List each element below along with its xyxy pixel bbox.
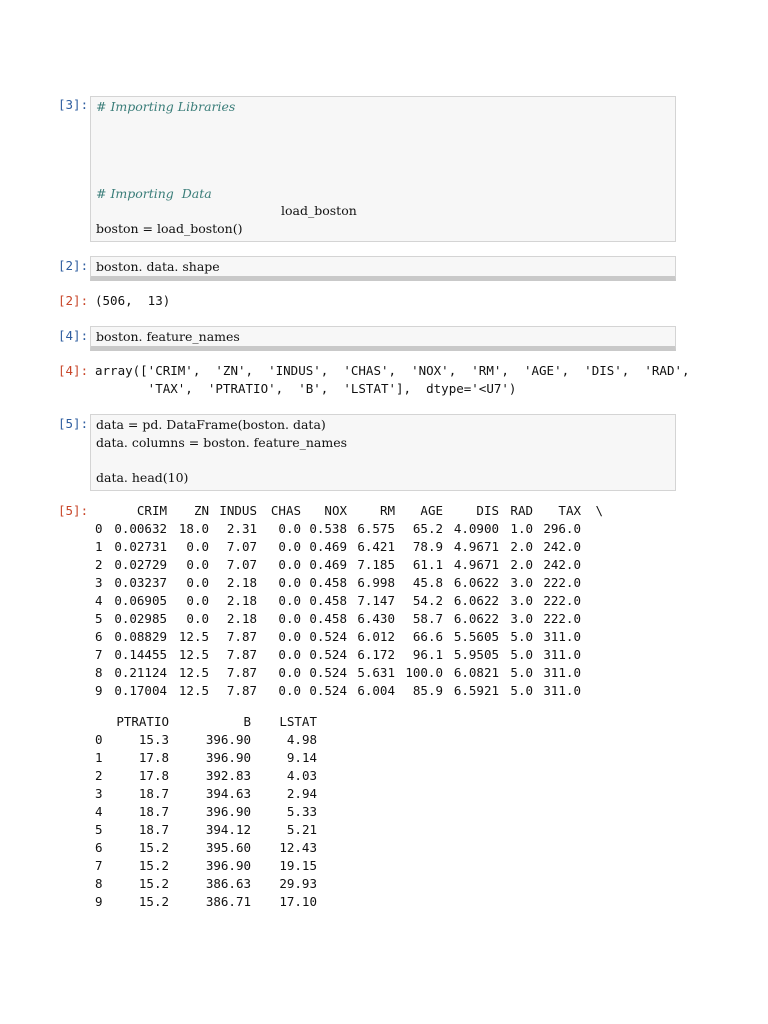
input-prompt: [3]: bbox=[58, 97, 89, 112]
table-cell: 4.9671 bbox=[453, 557, 499, 572]
code-line: data. columns = boston. feature_names bbox=[96, 435, 348, 450]
table-cell: 0.0 bbox=[186, 593, 209, 608]
column-header: CRIM bbox=[136, 503, 167, 518]
table-cell: 9 bbox=[95, 683, 103, 698]
table-cell: 18.7 bbox=[138, 822, 169, 837]
table-cell: 96.1 bbox=[412, 647, 443, 662]
code-cell-imports[interactable] bbox=[90, 96, 676, 242]
table-cell: 12.5 bbox=[178, 647, 209, 662]
table-row bbox=[95, 893, 317, 911]
table-cell: 4.9671 bbox=[453, 539, 499, 554]
code-comment: # Importing Libraries bbox=[96, 99, 236, 114]
table-cell: 386.71 bbox=[205, 894, 251, 909]
column-header: RM bbox=[379, 503, 395, 518]
table-cell: 311.0 bbox=[543, 683, 581, 698]
table-cell: 7.147 bbox=[357, 593, 395, 608]
table-cell: 0.469 bbox=[309, 539, 347, 554]
table-cell: 222.0 bbox=[543, 575, 581, 590]
table-cell: 2 bbox=[95, 768, 103, 783]
table-cell: 4.0900 bbox=[453, 521, 499, 536]
column-header: B bbox=[243, 714, 251, 729]
output-text: 'TAX', 'PTRATIO', 'B', 'LSTAT'], dtype='<U7') bbox=[95, 381, 517, 396]
table-cell: 2.31 bbox=[226, 521, 257, 536]
table-cell: 3.0 bbox=[510, 575, 533, 590]
table-row bbox=[95, 556, 603, 574]
column-header bbox=[95, 502, 109, 520]
table-cell: 396.90 bbox=[205, 732, 251, 747]
table-cell: 396.90 bbox=[205, 750, 251, 765]
column-header: TAX bbox=[558, 503, 581, 518]
table-cell: 311.0 bbox=[543, 629, 581, 644]
code-line: boston. data. shape bbox=[96, 259, 220, 274]
table-cell: 9 bbox=[95, 894, 103, 909]
table-cell: 311.0 bbox=[543, 647, 581, 662]
table-cell: 0.524 bbox=[309, 665, 347, 680]
table-cell: 4.98 bbox=[286, 732, 317, 747]
table-cell: 0.0 bbox=[278, 647, 301, 662]
table-cell: 5.0 bbox=[510, 665, 533, 680]
code-line: load_boston bbox=[281, 203, 357, 218]
table-cell: 0.06905 bbox=[114, 593, 167, 608]
table-cell: 6.998 bbox=[357, 575, 395, 590]
table-cell: 5.9505 bbox=[453, 647, 499, 662]
table-cell: 311.0 bbox=[543, 665, 581, 680]
table-cell: 15.2 bbox=[138, 894, 169, 909]
table-cell: 5.33 bbox=[286, 804, 317, 819]
table-cell: 17.10 bbox=[279, 894, 317, 909]
table-cell: 17.8 bbox=[138, 768, 169, 783]
table-cell: 8 bbox=[95, 665, 103, 680]
table-cell: 61.1 bbox=[412, 557, 443, 572]
table-cell: 0.0 bbox=[278, 629, 301, 644]
table-cell: 0.469 bbox=[309, 557, 347, 572]
table-cell: 2.94 bbox=[286, 786, 317, 801]
table-row bbox=[95, 875, 317, 893]
table-cell: 85.9 bbox=[412, 683, 443, 698]
table-cell: 0.08829 bbox=[114, 629, 167, 644]
table-row bbox=[95, 592, 603, 610]
table-cell: 386.63 bbox=[205, 876, 251, 891]
table-cell: 6.012 bbox=[357, 629, 395, 644]
table-cell: 3.0 bbox=[510, 611, 533, 626]
table-cell: 2.18 bbox=[226, 575, 257, 590]
code-cell-shape[interactable] bbox=[90, 256, 676, 281]
column-header: AGE bbox=[420, 503, 443, 518]
table-cell: 1.0 bbox=[510, 521, 533, 536]
table-cell: 0.03237 bbox=[114, 575, 167, 590]
table-cell: 54.2 bbox=[412, 593, 443, 608]
table-cell: 2.0 bbox=[510, 539, 533, 554]
table-cell: 0.0 bbox=[278, 665, 301, 680]
table-cell: 222.0 bbox=[543, 593, 581, 608]
column-header: CHAS bbox=[270, 503, 301, 518]
table-cell: 0.458 bbox=[309, 593, 347, 608]
table-row bbox=[95, 682, 603, 700]
code-line: boston. feature_names bbox=[96, 329, 240, 344]
input-prompt: [5]: bbox=[58, 416, 89, 431]
table-cell: 15.3 bbox=[138, 732, 169, 747]
table-cell: 0.0 bbox=[186, 611, 209, 626]
table-cell: 394.12 bbox=[205, 822, 251, 837]
table-cell: 7.07 bbox=[226, 539, 257, 554]
table-cell: 7.87 bbox=[226, 683, 257, 698]
output-text: (506, 13) bbox=[95, 293, 171, 308]
table-cell: 0 bbox=[95, 521, 103, 536]
table-cell: 0.0 bbox=[278, 539, 301, 554]
table-row bbox=[95, 646, 603, 664]
input-prompt: [4]: bbox=[58, 328, 89, 343]
table-cell: 7.87 bbox=[226, 665, 257, 680]
table-cell: 8 bbox=[95, 876, 103, 891]
table-row bbox=[95, 520, 603, 538]
table-cell: 6 bbox=[95, 840, 103, 855]
output-text: array(['CRIM', 'ZN', 'INDUS', 'CHAS', 'NOX', 'RM', 'AGE', 'DIS', 'RAD', bbox=[95, 363, 690, 378]
table-cell: 100.0 bbox=[405, 665, 443, 680]
table-cell: 5.0 bbox=[510, 647, 533, 662]
table-cell: 0.02729 bbox=[114, 557, 167, 572]
table-cell: 0.21124 bbox=[114, 665, 167, 680]
output-prompt: [5]: bbox=[58, 503, 89, 518]
table-cell: 15.2 bbox=[138, 876, 169, 891]
table-cell: 6.430 bbox=[357, 611, 395, 626]
table-row bbox=[95, 731, 317, 749]
table-cell: 12.5 bbox=[178, 629, 209, 644]
column-header: LSTAT bbox=[279, 714, 317, 729]
table-row bbox=[95, 839, 317, 857]
table-cell: 242.0 bbox=[543, 539, 581, 554]
dataframe-output-main bbox=[95, 502, 603, 700]
table-cell: 6.0622 bbox=[453, 593, 499, 608]
table-row bbox=[95, 664, 603, 682]
table-cell: 0.538 bbox=[309, 521, 347, 536]
table-cell: 0.524 bbox=[309, 647, 347, 662]
table-cell: 4 bbox=[95, 804, 103, 819]
table-cell: 45.8 bbox=[412, 575, 443, 590]
table-row bbox=[95, 610, 603, 628]
table-cell: 0.0 bbox=[186, 539, 209, 554]
table-row bbox=[95, 538, 603, 556]
table-cell: 15.2 bbox=[138, 858, 169, 873]
column-header: \ bbox=[595, 503, 603, 518]
table-cell: 1 bbox=[95, 539, 103, 554]
table-cell: 7.87 bbox=[226, 629, 257, 644]
table-cell: 6.421 bbox=[357, 539, 395, 554]
table-header-row bbox=[95, 502, 603, 520]
table-cell: 12.5 bbox=[178, 683, 209, 698]
table-cell: 6.004 bbox=[357, 683, 395, 698]
table-cell: 2 bbox=[95, 557, 103, 572]
column-header: PTRATIO bbox=[116, 714, 169, 729]
table-cell: 2.18 bbox=[226, 593, 257, 608]
column-header bbox=[95, 713, 109, 731]
table-cell: 18.7 bbox=[138, 804, 169, 819]
table-cell: 66.6 bbox=[412, 629, 443, 644]
table-cell: 0.02731 bbox=[114, 539, 167, 554]
table-cell: 6.575 bbox=[357, 521, 395, 536]
column-header: DIS bbox=[476, 503, 499, 518]
table-cell: 5 bbox=[95, 822, 103, 837]
table-cell: 0.0 bbox=[278, 611, 301, 626]
table-cell: 6.172 bbox=[357, 647, 395, 662]
column-header: ZN bbox=[193, 503, 209, 518]
code-line: data = pd. DataFrame(boston. data) bbox=[96, 417, 326, 432]
table-cell: 0.0 bbox=[278, 593, 301, 608]
table-header-row bbox=[95, 713, 317, 731]
table-cell: 6 bbox=[95, 629, 103, 644]
table-cell: 3 bbox=[95, 786, 103, 801]
table-row bbox=[95, 803, 317, 821]
table-cell: 6.0622 bbox=[453, 611, 499, 626]
table-cell: 5.21 bbox=[286, 822, 317, 837]
table-cell: 0.17004 bbox=[114, 683, 167, 698]
table-row bbox=[95, 767, 317, 785]
table-cell: 0.458 bbox=[309, 575, 347, 590]
table-cell: 0.00632 bbox=[114, 521, 167, 536]
column-header: INDUS bbox=[219, 503, 257, 518]
table-cell: 0 bbox=[95, 732, 103, 747]
table-cell: 4 bbox=[95, 593, 103, 608]
table-row bbox=[95, 749, 317, 767]
table-cell: 12.5 bbox=[178, 665, 209, 680]
table-cell: 65.2 bbox=[412, 521, 443, 536]
table-cell: 18.7 bbox=[138, 786, 169, 801]
input-prompt: [2]: bbox=[58, 258, 89, 273]
table-cell: 0.0 bbox=[278, 683, 301, 698]
table-cell: 395.60 bbox=[205, 840, 251, 855]
table-cell: 6.0821 bbox=[453, 665, 499, 680]
table-cell: 222.0 bbox=[543, 611, 581, 626]
table-cell: 5.0 bbox=[510, 629, 533, 644]
table-cell: 296.0 bbox=[543, 521, 581, 536]
table-cell: 0.0 bbox=[278, 521, 301, 536]
code-line: boston = load_boston() bbox=[96, 221, 243, 236]
table-cell: 396.90 bbox=[205, 858, 251, 873]
table-cell: 9.14 bbox=[286, 750, 317, 765]
table-cell: 3 bbox=[95, 575, 103, 590]
output-prompt: [2]: bbox=[58, 293, 89, 308]
table-cell: 0.0 bbox=[278, 557, 301, 572]
table-cell: 19.15 bbox=[279, 858, 317, 873]
table-cell: 0.02985 bbox=[114, 611, 167, 626]
table-cell: 396.90 bbox=[205, 804, 251, 819]
table-cell: 17.8 bbox=[138, 750, 169, 765]
table-cell: 394.63 bbox=[205, 786, 251, 801]
table-cell: 1 bbox=[95, 750, 103, 765]
table-cell: 0.0 bbox=[186, 557, 209, 572]
table-cell: 7.07 bbox=[226, 557, 257, 572]
table-cell: 6.5921 bbox=[453, 683, 499, 698]
table-cell: 7.185 bbox=[357, 557, 395, 572]
code-cell-dataframe[interactable] bbox=[90, 414, 676, 491]
table-cell: 58.7 bbox=[412, 611, 443, 626]
table-cell: 0.0 bbox=[278, 575, 301, 590]
table-cell: 0.524 bbox=[309, 683, 347, 698]
table-cell: 0.458 bbox=[309, 611, 347, 626]
table-row bbox=[95, 857, 317, 875]
code-cell-feature-names[interactable] bbox=[90, 326, 676, 351]
table-cell: 5.631 bbox=[357, 665, 395, 680]
table-cell: 12.43 bbox=[279, 840, 317, 855]
table-cell: 4.03 bbox=[286, 768, 317, 783]
table-cell: 5.5605 bbox=[453, 629, 499, 644]
table-cell: 18.0 bbox=[178, 521, 209, 536]
table-cell: 242.0 bbox=[543, 557, 581, 572]
table-cell: 7 bbox=[95, 858, 103, 873]
table-cell: 15.2 bbox=[138, 840, 169, 855]
table-cell: 5.0 bbox=[510, 683, 533, 698]
dataframe-output-cont bbox=[95, 713, 317, 911]
table-row bbox=[95, 574, 603, 592]
table-cell: 0.0 bbox=[186, 575, 209, 590]
table-row bbox=[95, 628, 603, 646]
output-prompt: [4]: bbox=[58, 363, 89, 378]
table-cell: 0.14455 bbox=[114, 647, 167, 662]
column-header: RAD bbox=[510, 503, 533, 518]
column-header: NOX bbox=[324, 503, 347, 518]
table-cell: 78.9 bbox=[412, 539, 443, 554]
table-cell: 5 bbox=[95, 611, 103, 626]
table-cell: 3.0 bbox=[510, 593, 533, 608]
table-cell: 0.524 bbox=[309, 629, 347, 644]
table-cell: 2.0 bbox=[510, 557, 533, 572]
table-cell: 29.93 bbox=[279, 876, 317, 891]
code-line: data. head(10) bbox=[96, 470, 189, 485]
table-cell: 2.18 bbox=[226, 611, 257, 626]
table-row bbox=[95, 821, 317, 839]
code-comment: # Importing Data bbox=[96, 186, 212, 201]
table-cell: 7 bbox=[95, 647, 103, 662]
table-cell: 392.83 bbox=[205, 768, 251, 783]
table-cell: 6.0622 bbox=[453, 575, 499, 590]
table-row bbox=[95, 785, 317, 803]
table-cell: 7.87 bbox=[226, 647, 257, 662]
